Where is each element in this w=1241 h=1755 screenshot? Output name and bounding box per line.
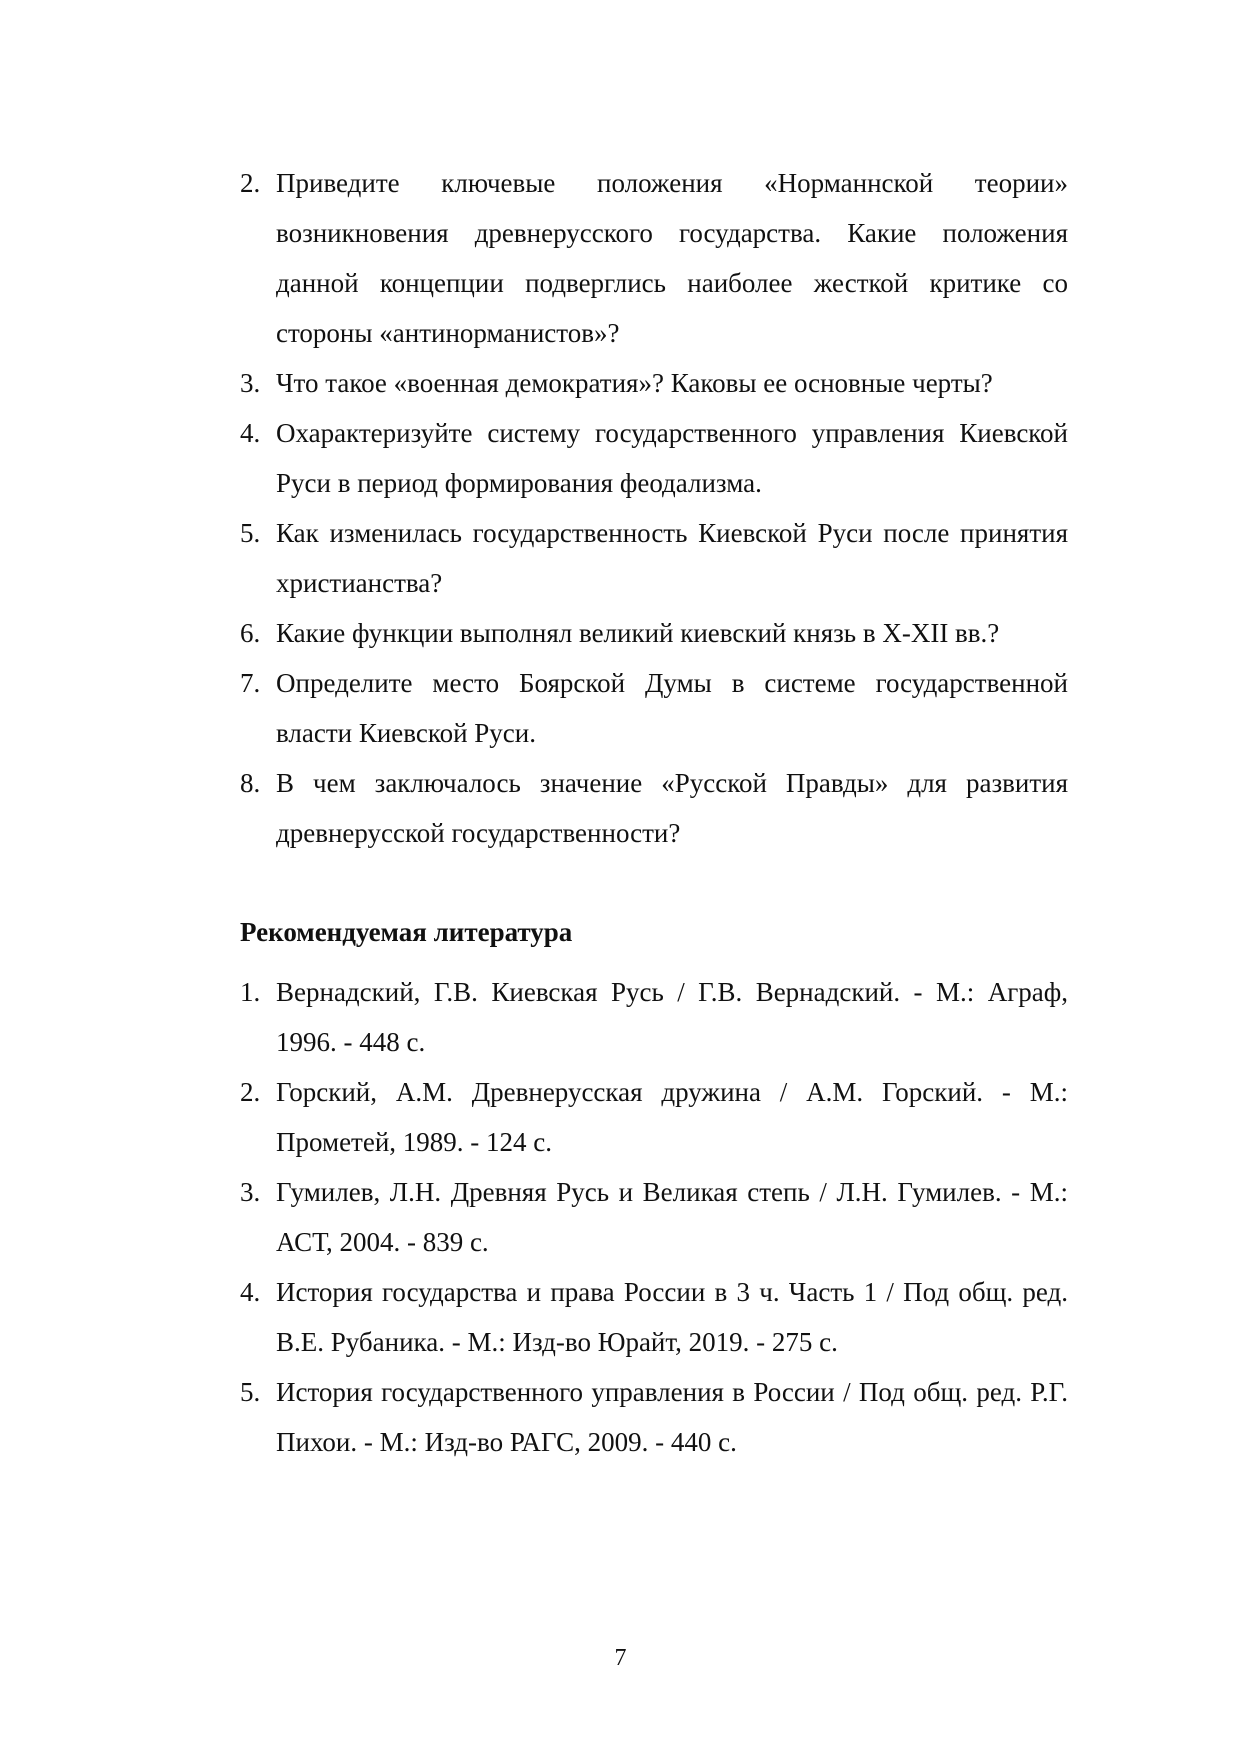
page-number: 7 — [614, 1645, 627, 1671]
question-text: Приведите ключевые положения «Норманнской теории» возникновения древнерусского государства. Какие положения данной концепции подверглись наиболее жесткой критике со стороны «антинорманистов»? — [276, 168, 1068, 348]
literature-number: 5. — [240, 1377, 261, 1407]
questions-list — [240, 158, 1068, 858]
question-number: 5. — [240, 518, 261, 548]
literature-number: 2. — [240, 1077, 261, 1107]
question-text: Определите место Боярской Думы в системе государственной власти Киевской Руси. — [276, 668, 1068, 748]
question-item — [240, 358, 1068, 408]
literature-item — [240, 1367, 1068, 1467]
literature-list — [240, 967, 1068, 1467]
question-text: В чем заключалось значение «Русской Правды» для развития древнерусской государственности? — [276, 768, 1068, 848]
question-item — [240, 158, 1068, 358]
question-number: 3. — [240, 368, 261, 398]
literature-item — [240, 1167, 1068, 1267]
question-item — [240, 658, 1068, 758]
question-text: Охарактеризуйте систему государственного управления Киевской Руси в период формирования феодализма. — [276, 418, 1068, 498]
question-text: Какие функции выполнял великий киевский князь в X-XII вв.? — [276, 618, 1000, 648]
question-number: 7. — [240, 668, 261, 698]
literature-text: История государства и права России в 3 ч. Часть 1 / Под общ. ред. В.Е. Рубаника. - М.: Изд-во Юрайт, 2019. - 275 с. — [276, 1277, 1068, 1357]
literature-number: 1. — [240, 977, 261, 1007]
question-item — [240, 508, 1068, 608]
literature-item — [240, 1067, 1068, 1167]
question-item — [240, 608, 1068, 658]
question-item — [240, 408, 1068, 508]
literature-item — [240, 967, 1068, 1067]
literature-text: Вернадский, Г.В. Киевская Русь / Г.В. Вернадский. - М.: Аграф, 1996. - 448 с. — [276, 977, 1068, 1057]
literature-text: История государственного управления в России / Под общ. ред. Р.Г. Пихои. - М.: Изд-во РАГС, 2009. - 440 с. — [276, 1377, 1068, 1457]
literature-heading: Рекомендуемая литература — [240, 917, 573, 947]
question-text: Как изменилась государственность Киевской Руси после принятия христианства? — [276, 518, 1068, 598]
literature-item — [240, 1267, 1068, 1367]
question-number: 4. — [240, 418, 261, 448]
literature-number: 3. — [240, 1177, 261, 1207]
question-number: 8. — [240, 768, 261, 798]
question-number: 6. — [240, 618, 261, 648]
literature-text: Гумилев, Л.Н. Древняя Русь и Великая степь / Л.Н. Гумилев. - М.: АСТ, 2004. - 839 с. — [276, 1177, 1068, 1257]
literature-number: 4. — [240, 1277, 261, 1307]
question-text: Что такое «военная демократия»? Каковы ее основные черты? — [276, 368, 993, 398]
literature-text: Горский, А.М. Древнерусская дружина / А.М. Горский. - М.: Прометей, 1989. - 124 с. — [276, 1077, 1068, 1157]
question-item — [240, 758, 1068, 858]
question-number: 2. — [240, 168, 261, 198]
